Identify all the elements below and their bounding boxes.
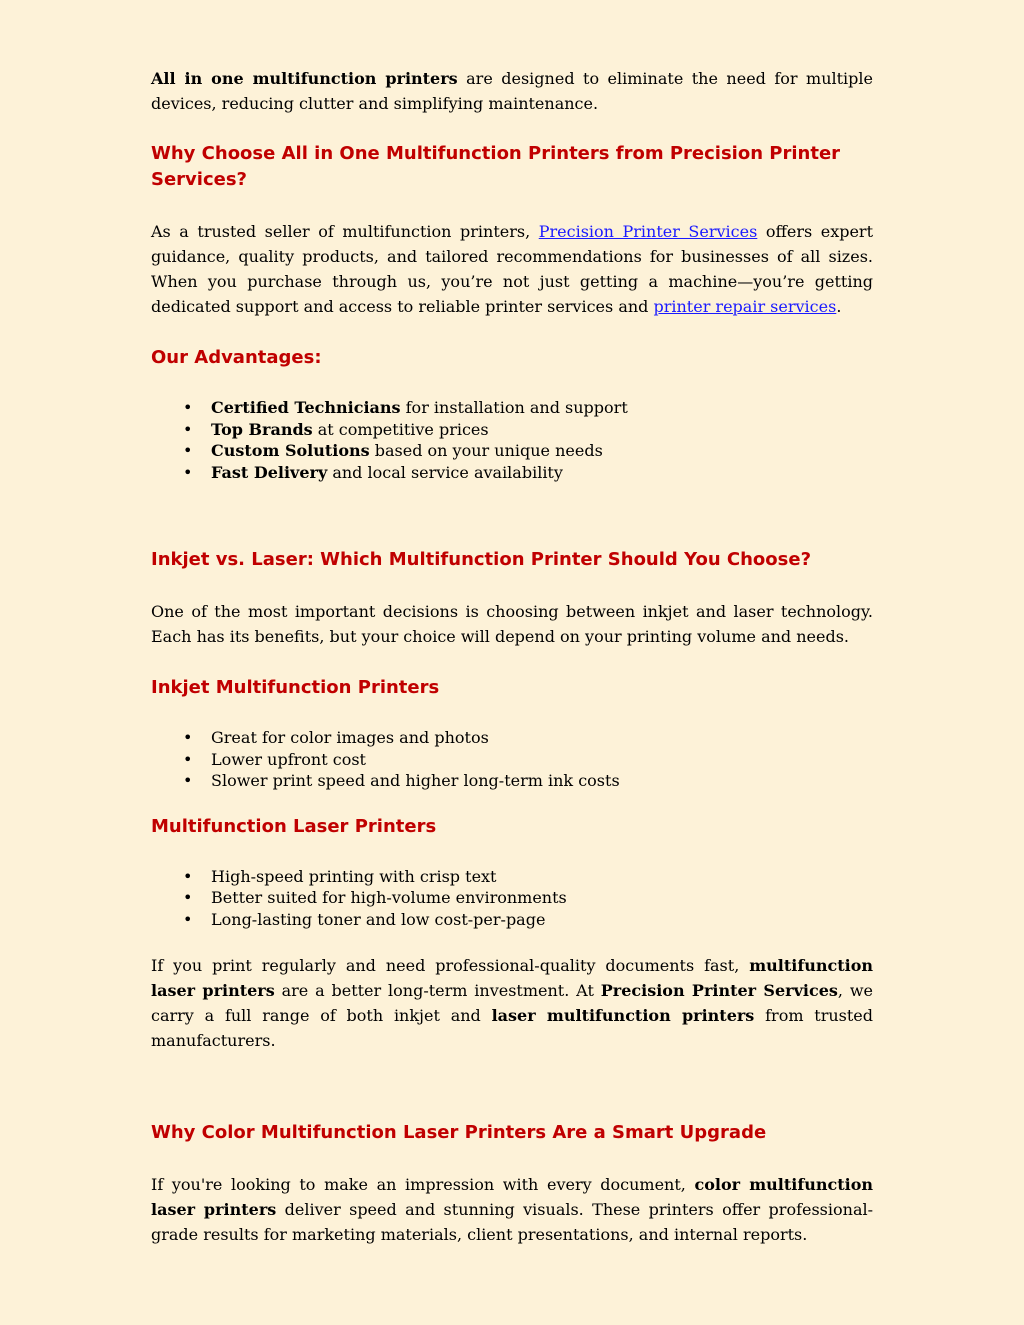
- intro-text: are designed to eliminate the need for multiple devices, reducing clutter and simplifying maintenance.: [151, 69, 873, 113]
- laser-item-text: Better suited for high-volume environments: [211, 888, 567, 907]
- precision-printer-services-link[interactable]: Precision Printer Services: [538, 222, 758, 241]
- laser-item-text: Long-lasting toner and low cost-per-page: [211, 909, 546, 929]
- summary-text: are a better long-term investment. At: [274, 981, 601, 1000]
- list-item: [151, 419, 873, 441]
- bullet-icon: •: [183, 728, 193, 747]
- bullet-icon: •: [183, 419, 193, 439]
- laser-item-text: High-speed printing with crisp text: [211, 866, 497, 886]
- list-item: [151, 749, 873, 771]
- bullet-icon: •: [183, 866, 193, 886]
- advantage-text: and local service availability: [327, 462, 563, 482]
- advantage-bold: Top Brands: [211, 419, 313, 439]
- list-item: [151, 462, 873, 484]
- summary-bold: Precision Printer Services: [600, 981, 838, 1000]
- summary-text: , we carry a full range of both inkjet and: [151, 981, 874, 1025]
- inkjet-vs-laser-heading: Inkjet vs. Laser: Which Multifunction Printer Should You Choose?: [151, 549, 812, 570]
- summary-text: If you print regularly and need professional-quality documents fast,: [151, 956, 750, 975]
- color-upgrade-text: deliver speed and stunning visuals. These printers offer professional-grade results for marketing materials, client presentations, and internal reports.: [151, 1200, 874, 1244]
- inkjet-heading: Inkjet Multifunction Printers: [151, 677, 440, 698]
- bullet-icon: •: [183, 909, 193, 929]
- bullet-icon: •: [183, 749, 193, 769]
- list-item: [151, 887, 873, 909]
- bullet-icon: •: [183, 441, 193, 460]
- list-item: [151, 440, 873, 462]
- laser-heading: Multifunction Laser Printers: [151, 815, 437, 837]
- why-choose-heading: Why Choose All in One Multifunction Printers from Precision Printer Services?: [151, 143, 841, 190]
- intro-bold: All in one multifunction printers: [151, 69, 458, 88]
- summary-bold: multifunction laser printers: [151, 956, 873, 1000]
- list-item: [151, 770, 873, 792]
- document-page: [151, 66, 873, 1247]
- advantage-bold: Fast Delivery: [211, 462, 328, 482]
- why-choose-text-3: .: [836, 297, 842, 316]
- advantage-text: based on your unique needs: [369, 441, 603, 460]
- advantages-list: [151, 397, 873, 483]
- summary-text: from trusted manufacturers.: [151, 1006, 874, 1050]
- inkjet-item-text: Lower upfront cost: [211, 749, 366, 769]
- color-upgrade-bold: color multifunction laser printers: [151, 1175, 873, 1219]
- bullet-icon: •: [183, 771, 193, 790]
- summary-bold: laser multifunction printers: [491, 1006, 755, 1025]
- advantage-bold: Certified Technicians: [211, 398, 401, 417]
- color-upgrade-heading: Why Color Multifunction Laser Printers Are a Smart Upgrade: [151, 1122, 767, 1143]
- why-choose-text-1: As a trusted seller of multifunction printers,: [151, 222, 539, 241]
- inkjet-list: [151, 727, 873, 792]
- list-item: [151, 397, 873, 419]
- inkjet-item-text: Slower print speed and higher long-term ink costs: [211, 771, 620, 790]
- color-upgrade-text: If you're looking to make an impression with every document,: [151, 1175, 695, 1194]
- laser-list: [151, 866, 873, 931]
- bullet-icon: •: [183, 398, 193, 417]
- color-upgrade-paragraph: [151, 1172, 873, 1247]
- why-choose-paragraph: [151, 219, 873, 319]
- bullet-icon: •: [183, 462, 193, 482]
- inkjet-vs-laser-paragraph: One of the most important decisions is choosing between inkjet and laser technology. Each has its benefits, but your choice will depend on your printing volume and needs.: [151, 602, 873, 646]
- list-item: [151, 866, 873, 888]
- printer-repair-services-link[interactable]: printer repair services: [653, 297, 837, 316]
- inkjet-item-text: Great for color images and photos: [211, 728, 489, 747]
- advantages-heading: Our Advantages:: [151, 347, 322, 368]
- advantage-text: at competitive prices: [312, 419, 489, 439]
- bullet-icon: •: [183, 888, 193, 907]
- advantage-bold: Custom Solutions: [211, 441, 370, 460]
- advantage-text: for installation and support: [400, 398, 628, 417]
- intro-paragraph: [151, 66, 873, 116]
- why-choose-text-2: offers expert guidance, quality products, and tailored recommendations for businesses of all sizes. When you purchase through us, you’re not just getting a machine—you’re getting dedicated support and access to reliable printer services and: [151, 222, 874, 316]
- list-item: [151, 909, 873, 931]
- list-item: [151, 727, 873, 749]
- laser-summary-paragraph: [151, 953, 873, 1053]
